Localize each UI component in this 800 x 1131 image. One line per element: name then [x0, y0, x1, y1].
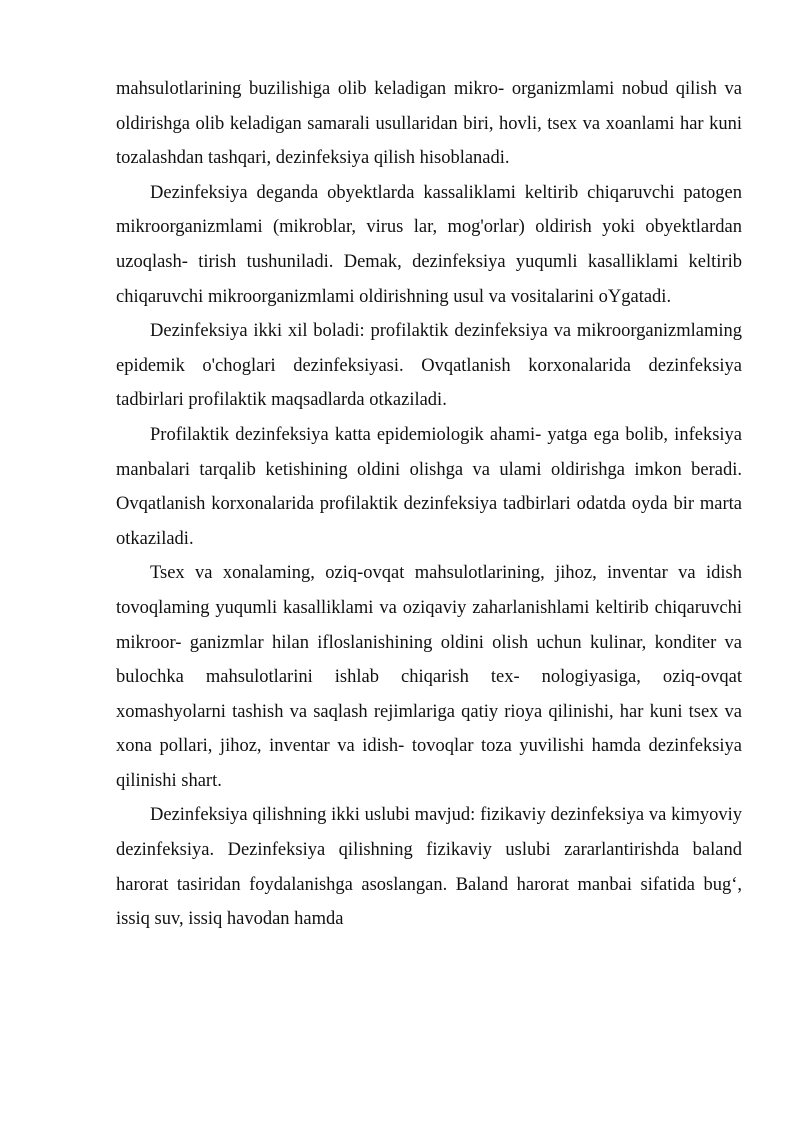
paragraph: Profilaktik dezinfeksiya katta epidemiologik ahami- yatga ega bolib, infeksiya manbalari tarqalib ketishining oldini olishga va ulami oldirishga imkon beradi. Ovqatlanish korxonalarida profilaktik dezinfeksiya tadbirlari odatda oyda bir marta otkaziladi.: [116, 424, 742, 549]
paragraph: Dezinfeksiya qilishning ikki uslubi mavjud: fizikaviy dezinfeksiya va kimyoviy dezinfeksiya. Dezinfeksiya qilishning fizikaviy uslubi zararlantirishda baland harorat tasiridan foydalanishga asoslangan. Baland harorat manbai sifatida bug‘, issiq suv, issiq havodan hamda: [116, 805, 742, 930]
paragraph: Dezinfeksiya ikki xil boladi: profilaktik dezinfeksiya va mikroorganizmlaming epidemik o'choglari dezinfeksiyasi. Ovqatlanish korxonalarida dezinfeksiya tadbirlari profilaktik maqsadlarda otkaziladi.: [116, 321, 742, 411]
paragraph: Tsex va xonalaming, oziq-ovqat mahsulotlarining, jihoz, inventar va idish tovoqlaming yuqumli kasalliklami va oziqaviy zaharlanishlami keltirib chiqaruvchi mikroor- ganizmlar hilan ifloslanishining oldini olish uchun kulinar, konditer va bulochka mahsulotlarini ishlab chiqarish tex- nologiyasiga, oziq-ovqat xomashyolarni tashish va saqlash rejimlariga qatiy rioya qilinishi, har kuni tsex va xona pollari, jihoz, inventar va idish- tovoqlar toza yuvilishi hamda dezinfeksiya qilinishi shart.: [116, 563, 742, 791]
paragraph: mahsulotlarining buzilishiga olib keladigan mikro- organizmlami nobud qilish va oldirishga olib keladigan samarali usullaridan biri, hovli, tsex va xoanlami har kuni tozalashdan tashqari, dezinfeksiya qilish hisoblanadi.: [116, 79, 742, 169]
paragraph: Dezinfeksiya deganda obyektlarda kassaliklami keltirib chiqaruvchi patogen mikroorganizmlami (mikroblar, virus lar, mog'orlar) oldirish yoki obyektlardan uzoqlash- tirish tushuniladi. Demak, dezinfeksiya yuqumli kasalliklami keltirib chiqaruvchi mikroorganizmlami oldirishning usul va vositalarini oYgatadi.: [116, 182, 742, 307]
document-page: [116, 72, 742, 937]
